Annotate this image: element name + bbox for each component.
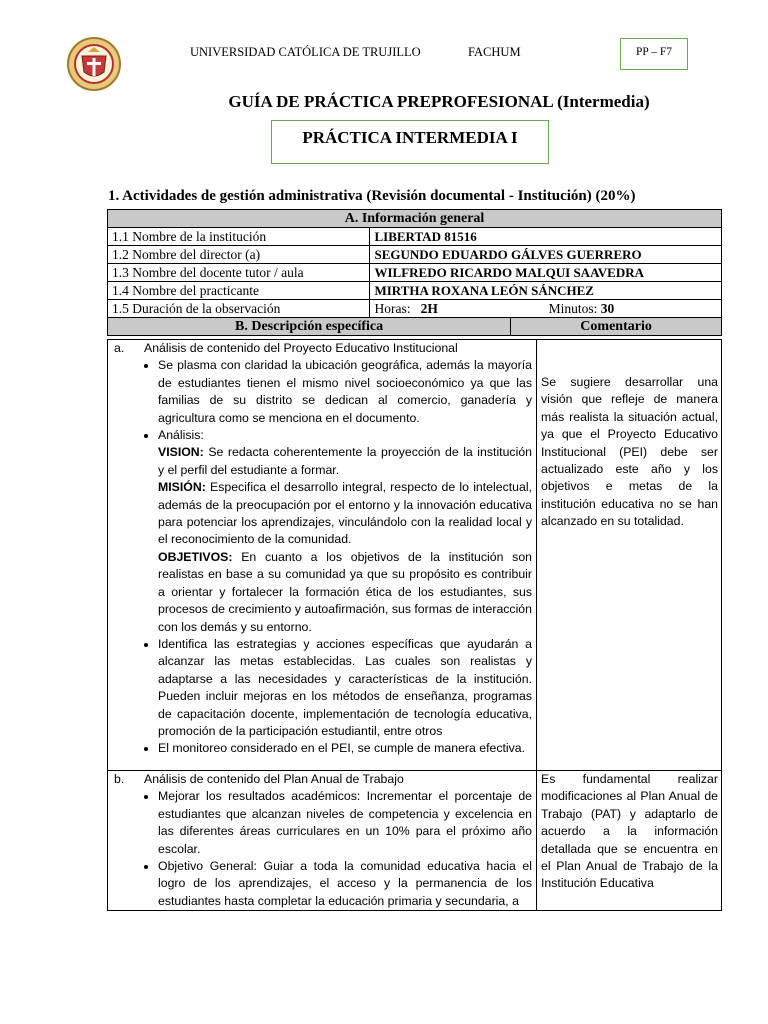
table-row xyxy=(108,282,722,300)
vision-text: Se redacta coherentemente la proyección de la institución y el perfil del estudiante a formar. xyxy=(158,445,532,477)
info-label: 1.5 Duración de la observación xyxy=(108,300,370,318)
table-row xyxy=(108,246,722,264)
section-title: 1. Actividades de gestión administrativa (Revisión documental - Institución) (20%) xyxy=(108,188,636,204)
general-info-table xyxy=(107,209,722,336)
pei-analysis-title: a. Análisis de contenido del Proyecto Educativo Institucional xyxy=(114,341,458,355)
info-value: WILFREDO RICARDO MALQUI SAAVEDRA xyxy=(370,264,722,282)
minutes-cell xyxy=(511,300,722,318)
list-item: • Se plasma con claridad la ubicación geográfica, además la mayoría de estudiantes tienen el mismo nivel socioeconómico ya que las familias de su distrito se dedican al comercio, ganadería y agricultura como se menciona en el documento. xyxy=(158,357,532,427)
table-row xyxy=(108,340,722,771)
list-item: • Objetivo General: Guiar a toda la comunidad educativa hacia el logro de los aprendizajes, el acceso y la permanencia de los estudiantes hasta completar la educación primaria y secundaria, a xyxy=(158,858,532,910)
minutes-label: Minutos: xyxy=(548,301,598,316)
university-seal-logo xyxy=(66,36,122,92)
university-name: UNIVERSIDAD CATÓLICA DE TRUJILLO xyxy=(190,45,421,59)
pat-analysis-list xyxy=(114,788,532,910)
pat-analysis-title: b. Análisis de contenido del Plan Anual de Trabajo xyxy=(114,772,404,786)
pei-comment-text: Se sugiere desarrollar una visión que refleje de manera más realista la situación actual, ya que el Proyecto Educativo Institucional (PEI) debe ser actualizado este año y los objetivos e metas de la institución educativa no se han alcanzado en su totalidad. xyxy=(541,375,718,529)
comment-heading: Comentario xyxy=(511,318,722,336)
info-label: 1.1 Nombre de la institución xyxy=(108,228,370,246)
vision-keyword: VISION: xyxy=(158,445,204,460)
list-item: • Análisis: VISION: Se redacta coherentemente la proyección de la institución y el perfil del estudiante a formar. MISIÓN: Especifica el desarrollo integral, respecto de lo intelectual, además de la preocupación por el entorno y la innovación educativa para potenciar los aprendizajes, vinculándolo con la realidad local y el reconocimiento de la comunidad. OBJETIVOS: En cuanto a los objetivos de la institución son realistas en base a su comunidad ya que su propósito es contribuir a orientar y fortalecer la formación ética de los estudiantes, sus procesos de crecimiento y autoafirmación, sus formas de interacción con los demás y su entorno. xyxy=(158,427,532,636)
description-heading: B. Descripción específica xyxy=(108,318,511,336)
info-value: SEGUNDO EDUARDO GÁLVES GUERRERO xyxy=(370,246,722,264)
table-row xyxy=(108,264,722,282)
faculty-name: FACHUM xyxy=(468,45,521,59)
minutes-value: 30 xyxy=(600,301,615,316)
table-row xyxy=(108,228,722,246)
mision-text: Especifica el desarrollo integral, respecto de lo intelectual, además de la preocupación por el entorno y la innovación educativa para potenciar los aprendizajes, vinculándolo con la realidad local y el reconocimiento de la comunidad. xyxy=(158,480,532,547)
info-label: 1.3 Nombre del docente tutor / aula xyxy=(108,264,370,282)
info-value: MIRTHA ROXANA LEÓN SÁNCHEZ xyxy=(370,282,722,300)
objetivos-text: En cuanto a los objetivos de la institución son realistas en base a su comunidad ya que su propósito es contribuir a orientar y fortalecer la formación ética de los estudiantes, sus procesos de crecimiento y autoafirmación, sus formas de interacción con los demás y su entorno. xyxy=(158,549,532,634)
form-code-box: PP – F7 xyxy=(620,38,688,70)
pat-analysis-cell xyxy=(108,771,537,911)
list-item: • Mejorar los resultados académicos: Incrementar el porcentaje de estudiantes que alcanzan niveles de competencia y excelencia en las diferentes áreas curriculares en un 10% para el próximo año escolar. xyxy=(158,788,532,858)
pei-analysis-cell xyxy=(108,340,537,771)
hours-cell xyxy=(370,300,511,318)
info-value: LIBERTAD 81516 xyxy=(370,228,722,246)
list-item: • El monitoreo considerado en el PEI, se cumple de manera efectiva. xyxy=(158,740,532,757)
info-label: 1.4 Nombre del practicante xyxy=(108,282,370,300)
hours-value: 2H xyxy=(420,301,438,316)
document-title: GUÍA DE PRÁCTICA PREPROFESIONAL (Intermedia) xyxy=(228,92,650,111)
info-label: 1.2 Nombre del director (a) xyxy=(108,246,370,264)
hours-label: Horas: xyxy=(374,301,411,316)
pat-comment-cell xyxy=(537,771,722,911)
document-subtitle-box: PRÁCTICA INTERMEDIA I xyxy=(271,120,549,164)
table-row xyxy=(108,771,722,911)
pat-comment-text: Es fundamental realizar modificaciones al Plan Anual de Trabajo (PAT) y adaptarlo de acuerdo a la información detallada que se encuentra en el Plan Anual de Trabajo de la Institución Educativa xyxy=(541,772,718,891)
list-item: • Identifica las estrategias y acciones específicas que ayudarán a alcanzar las metas establecidas. Las cuales son realistas y adaptarse a las necesidades y características de la institución. Pueden incluir mejoras en los métodos de enseñanza, programas de capacitación docente, implementación de tecnología educativa, promoción de la participación estudiantil, entre otros xyxy=(158,636,532,740)
description-table xyxy=(107,339,722,911)
table-row xyxy=(108,300,722,318)
general-info-heading: A. Información general xyxy=(108,210,722,228)
mision-keyword: MISIÓN: xyxy=(158,480,206,495)
pei-analysis-list xyxy=(114,357,532,757)
objetivos-keyword: OBJETIVOS: xyxy=(158,549,233,564)
pei-comment-cell xyxy=(537,340,722,771)
